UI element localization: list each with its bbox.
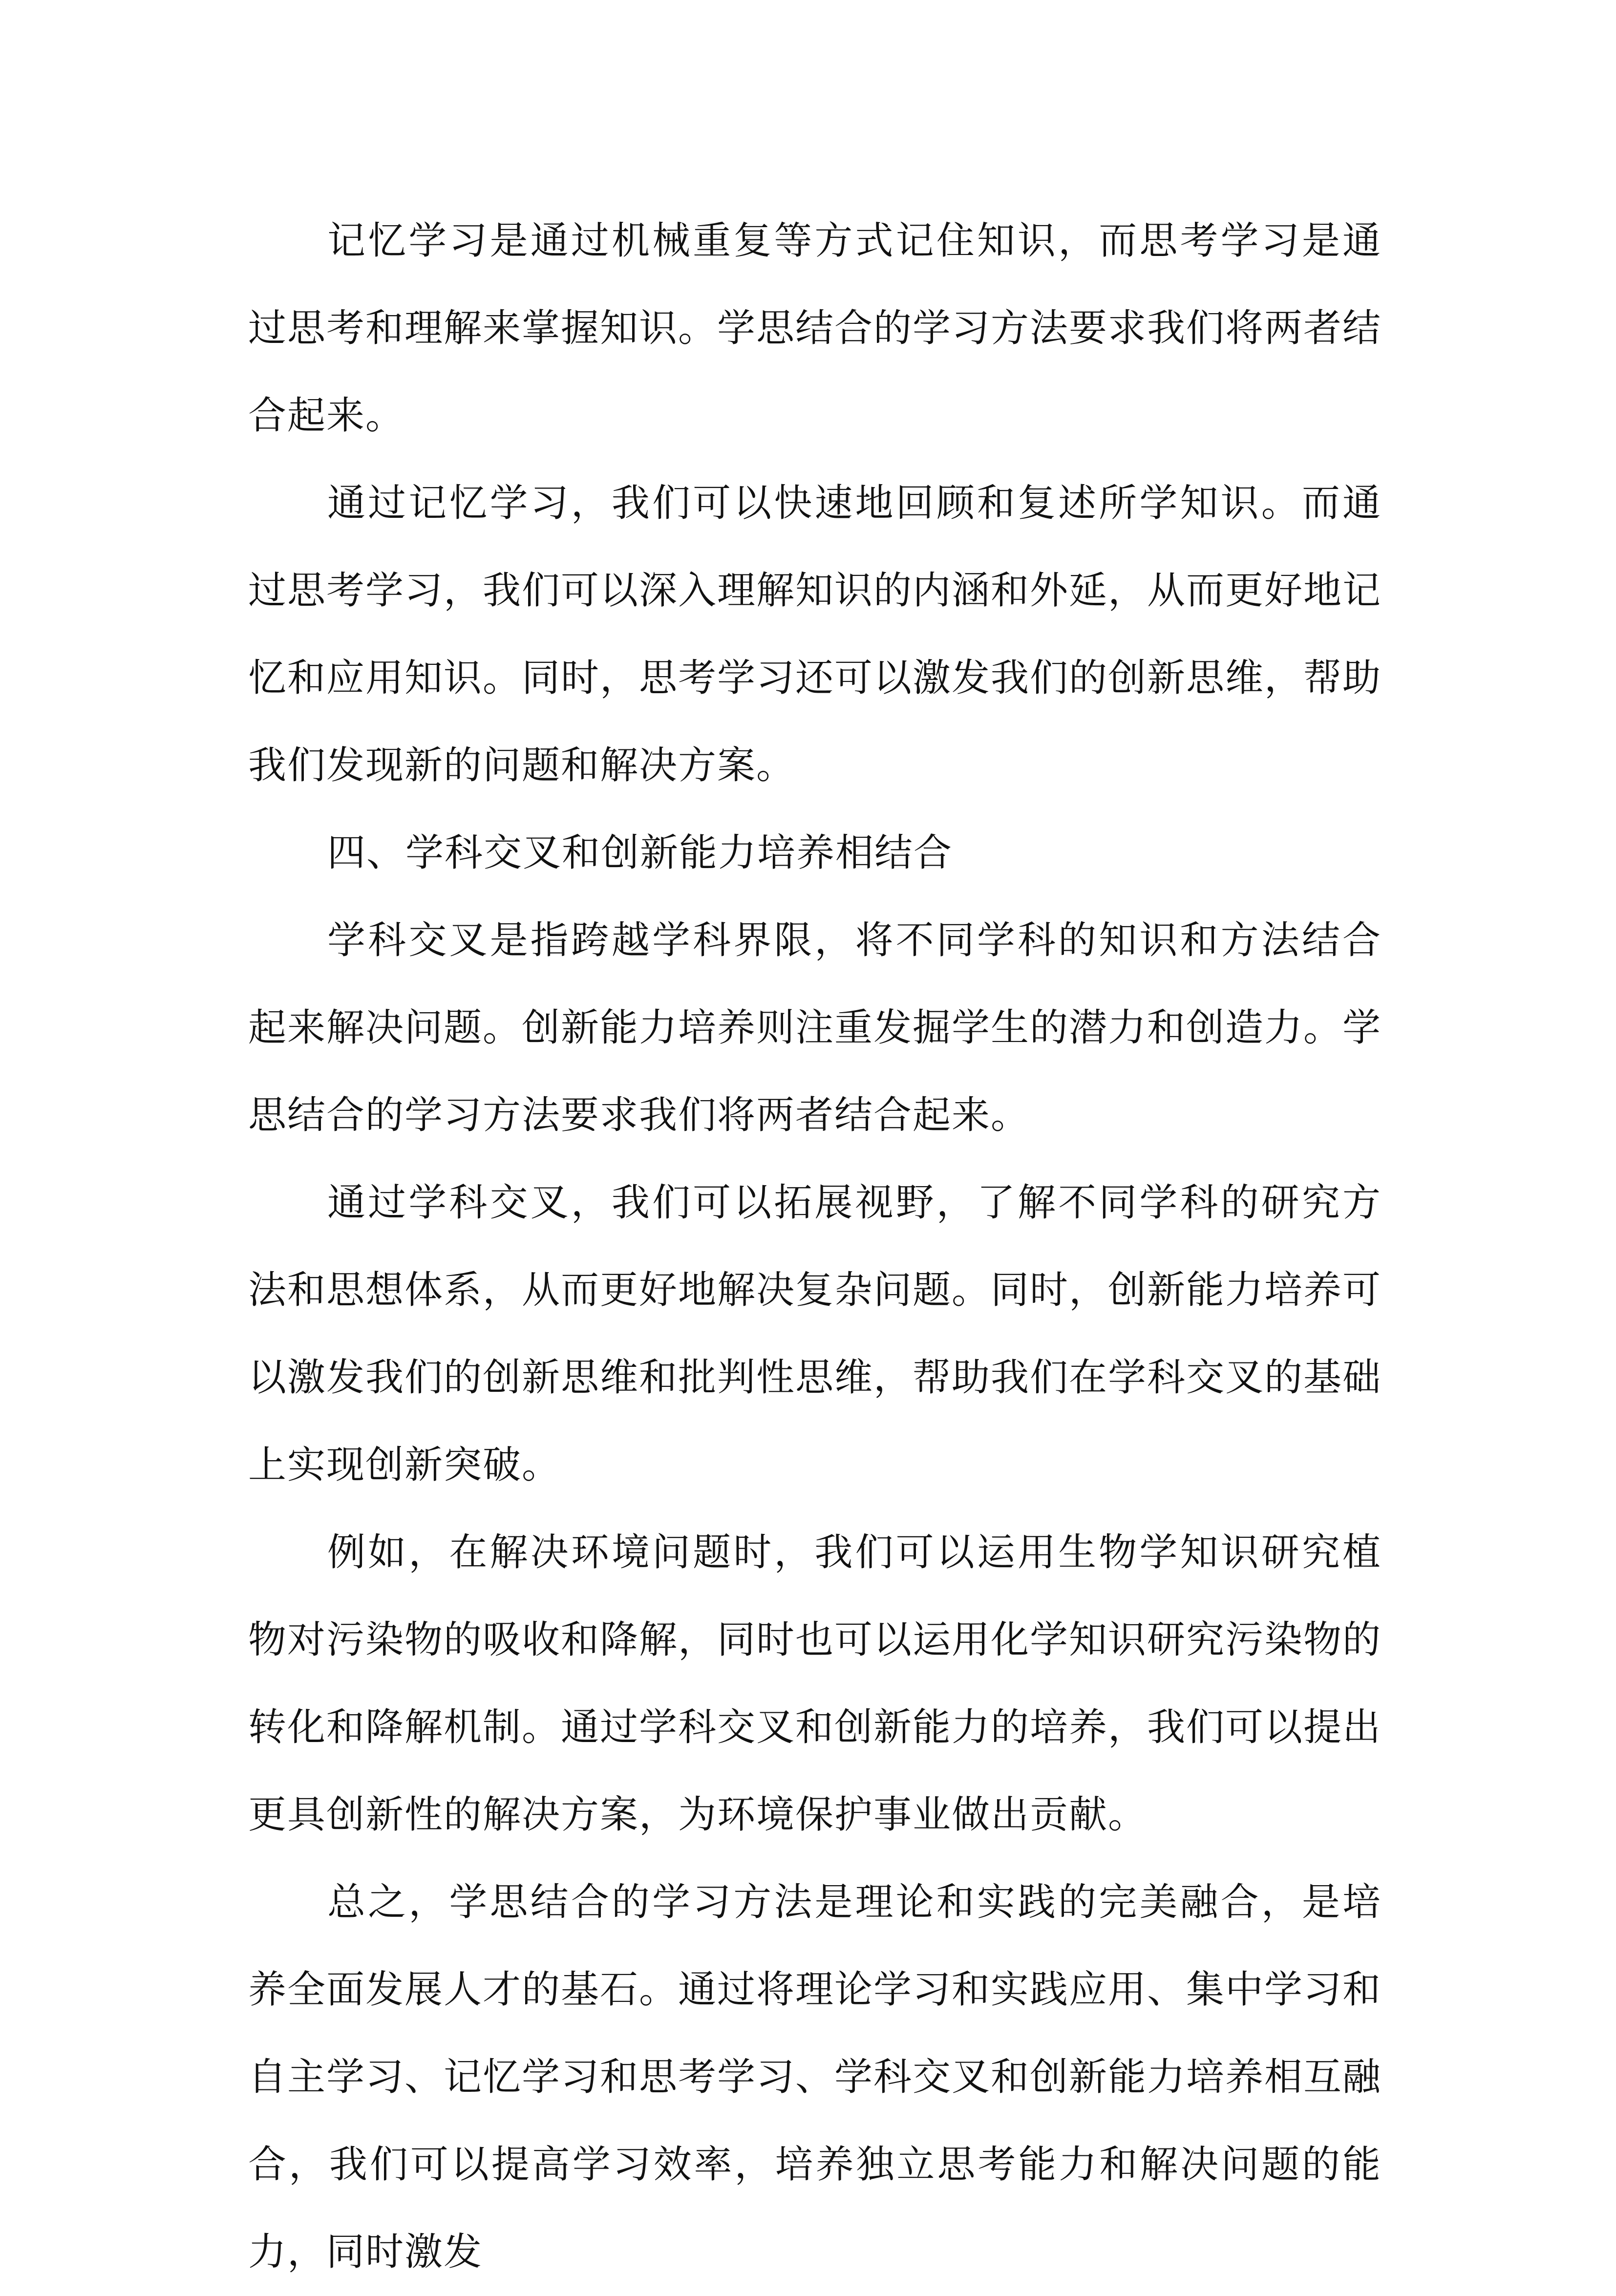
paragraph-conclusion: 总之，学思结合的学习方法是理论和实践的完美融合，是培养全面发展人才的基石。通过将理论学习和实践应用、集中学习和自主学习、记忆学习和思考学习、学科交叉和创新能力培养相互融合，我们可以提高学习效率，培养独立思考能力和解决问题的能力，同时激发 bbox=[248, 1880, 1382, 2274]
paragraph-environment-example: 例如，在解决环境问题时，我们可以运用生物学知识研究植物对污染物的吸收和降解，同时也可以运用化学知识研究污染物的转化和降解机制。通过学科交叉和创新能力的培养，我们可以提出更具创新性的解决方案，为环境保护事业做出贡献。 bbox=[248, 1531, 1382, 1837]
paragraph-interdisciplinary-benefits: 通过学科交叉，我们可以拓展视野，了解不同学科的研究方法和思想体系，从而更好地解决复杂问题。同时，创新能力培养可以激发我们的创新思维和批判性思维，帮助我们在学科交叉的基础上实现创新突破。 bbox=[248, 1181, 1382, 1487]
section-heading-interdisciplinary: 四、学科交叉和创新能力培养相结合 bbox=[327, 831, 953, 875]
document-body bbox=[248, 197, 1382, 2296]
paragraph-memory-thinking-benefits: 通过记忆学习，我们可以快速地回顾和复述所学知识。而通过思考学习，我们可以深入理解知识的内涵和外延，从而更好地记忆和应用知识。同时，思考学习还可以激发我们的创新思维，帮助我们发现新的问题和解决方案。 bbox=[248, 481, 1382, 787]
paragraph-interdisciplinary-intro: 学科交叉是指跨越学科界限，将不同学科的知识和方法结合起来解决问题。创新能力培养则注重发掘学生的潜力和创造力。学思结合的学习方法要求我们将两者结合起来。 bbox=[248, 918, 1382, 1137]
paragraph-memory-thinking-intro: 记忆学习是通过机械重复等方式记住知识，而思考学习是通过思考和理解来掌握知识。学思结合的学习方法要求我们将两者结合起来。 bbox=[248, 219, 1382, 438]
